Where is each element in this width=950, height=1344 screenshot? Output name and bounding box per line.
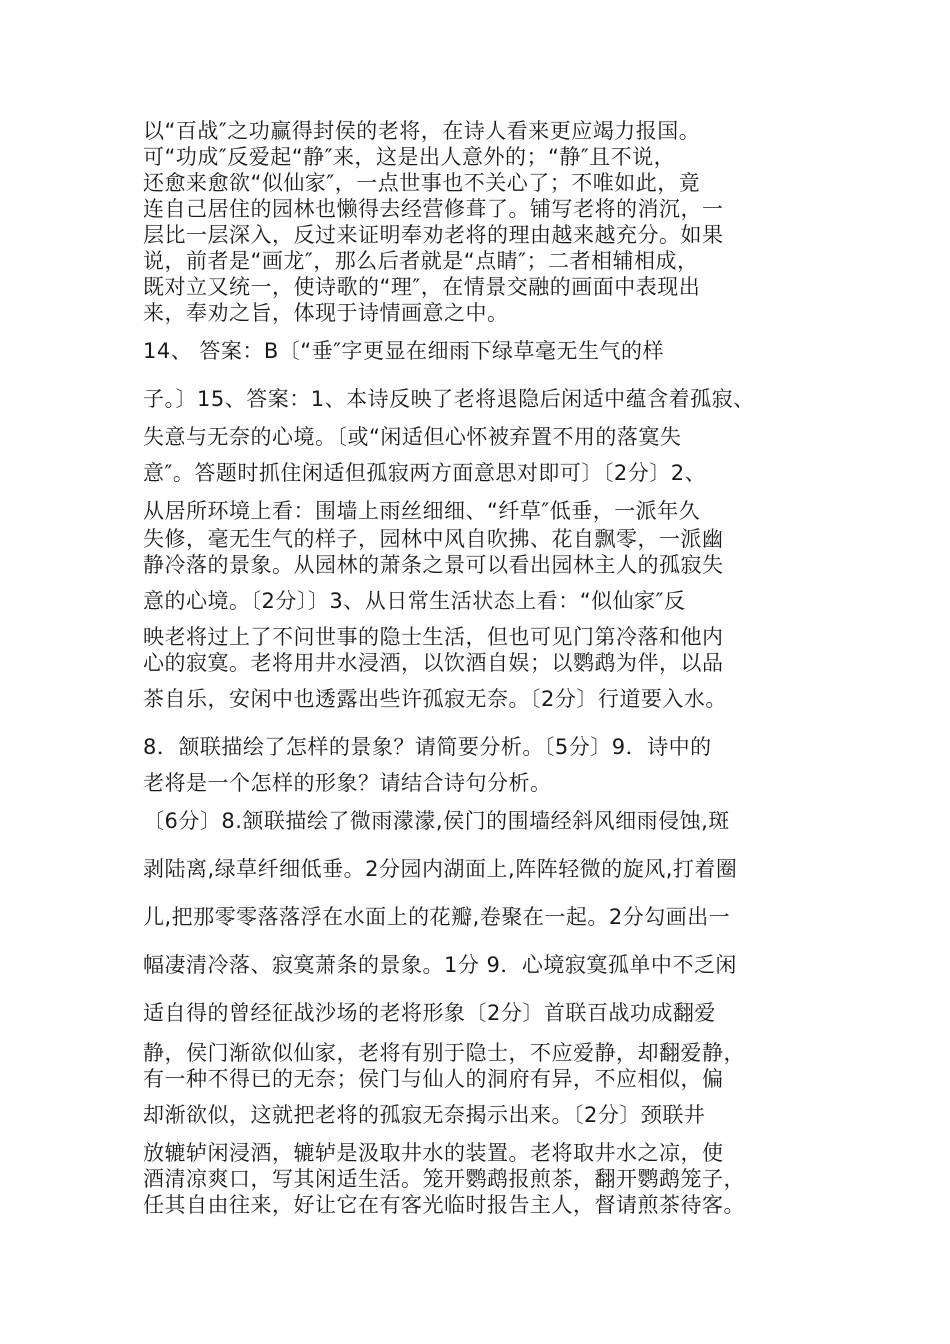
- text-line: 来，奉劝之旨，体现于诗情画意之中。: [143, 301, 509, 325]
- text-line: 幅凄清冷落、寂寞萧条的景象。1分 9．心境寂寞孤单中不乏闲: [143, 953, 737, 977]
- text-line: 14、 答案：B〔“垂″字更显在细雨下绿草毫无生气的样: [143, 339, 665, 363]
- text-line: 心的寂寞。老将用井水浸酒，以饮酒自娱；以鹦鹉为伴，以品: [143, 651, 724, 675]
- text-line: 酒清凉爽口，写其闲适生活。笼开鹦鹉报煎茶，翻开鹦鹉笼子，: [143, 1167, 745, 1191]
- text-line: 有一种不得已的无奈；侯门与仙人的洞府有异，不应相似，偏: [143, 1067, 724, 1091]
- text-line: 以“百战″之功赢得封侯的老将，在诗人看来更应竭力报国。: [143, 119, 701, 143]
- text-line: 映老将过上了不问世事的隐士生活，但也可见门第冷落和他内: [143, 625, 724, 649]
- text-line: 任其自由往来，好让它在有客光临时报告主人，督请煎茶待客。: [143, 1193, 745, 1217]
- text-line: 子。〕15、答案：1、本诗反映了老将退隐后闲适中蕴含着孤寂、: [143, 387, 755, 411]
- text-line: 既对立又统一，使诗歌的“理″，在情景交融的画面中表现出: [143, 275, 701, 299]
- text-line: 从居所环境上看：围墙上雨丝细细、“纤草″低垂，一派年久: [143, 499, 701, 523]
- text-line: 静冷落的景象。从园林的萧条之景可以看出园林主人的孤寂失: [143, 553, 724, 577]
- text-line: 说，前者是“画龙″，那么后者就是“点睛″；二者相辅相成，: [143, 249, 699, 273]
- text-line: 儿,把那零零落落浮在水面上的花瓣,卷聚在一起。2分勾画出一: [143, 905, 731, 929]
- text-line: 失意与无奈的心境。〔或“闲适但心怀被弃置不用的落寞失: [143, 425, 682, 449]
- text-line: 适自得的曾经征战沙场的老将形象〔2分〕首联百战功成翻爱: [143, 1001, 716, 1025]
- text-line: 剥陆离,绿草纤细低垂。2分园内湖面上,阵阵轻微的旋风,打着圈: [143, 857, 738, 881]
- text-line: 连自己居住的园林也懒得去经营修葺了。铺写老将的消沉，一: [143, 197, 724, 221]
- text-line: 失修，毫无生气的样子，园林中风自吹拂、花自飘零，一派幽: [143, 527, 724, 551]
- text-line: 层比一层深入，反过来证明奉劝老将的理由越来越充分。如果: [143, 223, 724, 247]
- text-line: 意″。答题时抓住闲适但孤寂两方面意思对即可〕〔2分〕2、: [143, 461, 707, 485]
- text-line: 老将是一个怎样的形象？请结合诗句分析。: [143, 771, 552, 795]
- text-line: 放辘轳闲浸酒，辘轳是汲取井水的装置。老将取井水之凉，使: [143, 1141, 724, 1165]
- text-line: 意的心境。〔2分〕〕3、从日常生活状态上看：“似仙家″反: [143, 589, 686, 613]
- text-line: 可“功成″反爱起“静″来，这是出人意外的；“静″且不说，: [143, 145, 676, 169]
- text-line: 还愈来愈欲“似仙家″，一点世事也不关心了；不唯如此，竟: [143, 171, 701, 195]
- text-line: 茶自乐，安闲中也透露出些许孤寂无奈。〔2分〕行道要入水。: [143, 687, 727, 711]
- text-line: 〔6分〕8.颔联描绘了微雨濛濛,侯门的围墙经斜风细雨侵蚀,斑: [143, 809, 730, 833]
- text-line: 却渐欲似，这就把老将的孤寂无奈揭示出来。〔2分〕颈联井: [143, 1103, 706, 1127]
- text-line: 静，侯门渐欲似仙家，老将有别于隐士，不应爱静，却翻爱静，: [143, 1041, 745, 1065]
- text-line: 8．颔联描绘了怎样的景象？请简要分析。〔5分〕9．诗中的: [143, 735, 712, 759]
